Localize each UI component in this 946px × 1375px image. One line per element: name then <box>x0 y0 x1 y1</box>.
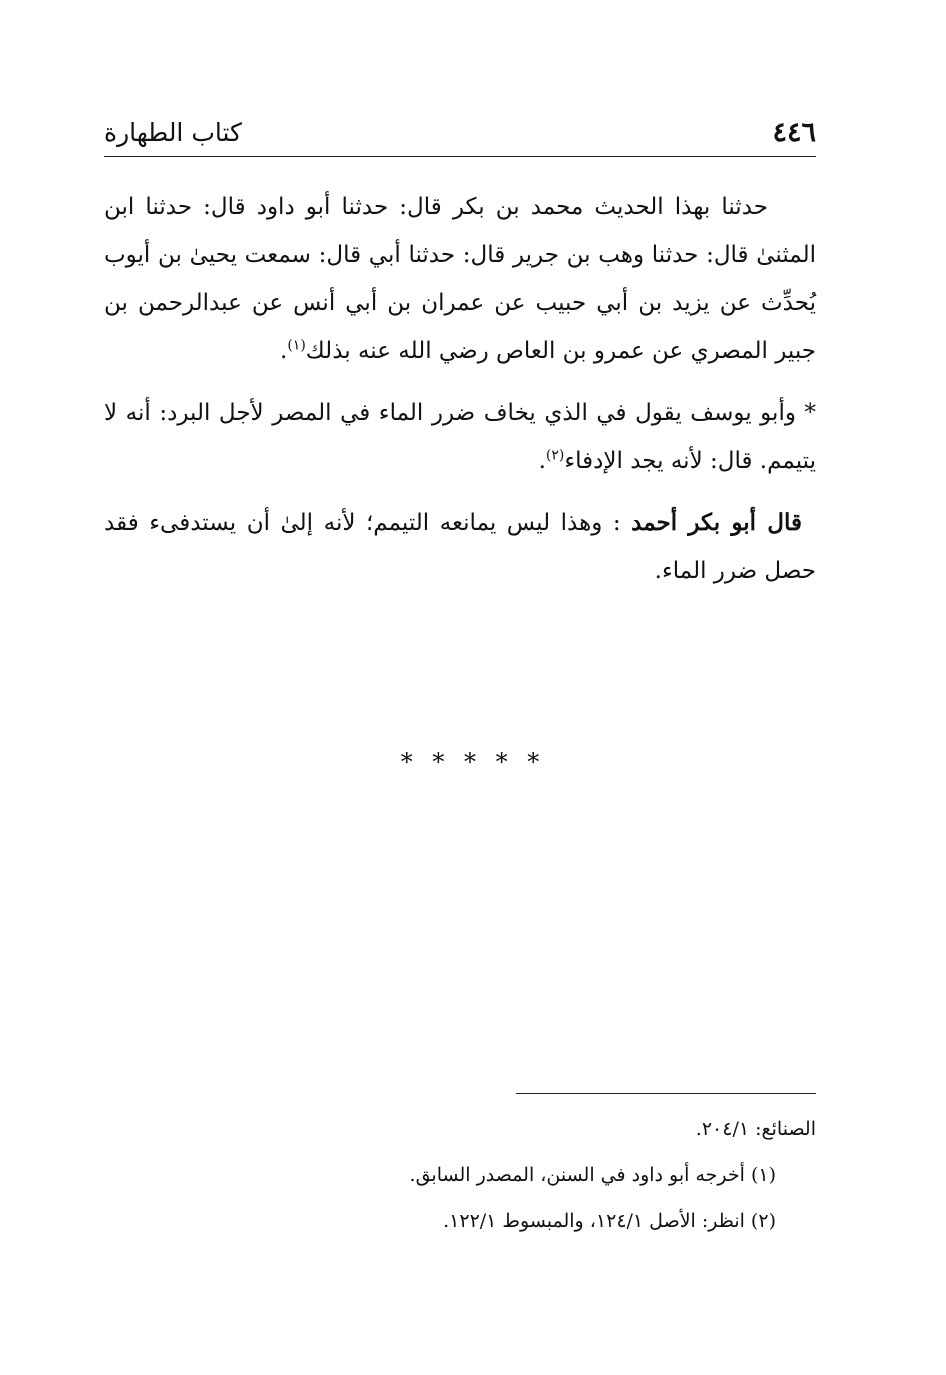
page-number: ٤٤٦ <box>772 117 816 148</box>
paragraph-abu-yusuf <box>104 389 816 485</box>
footnote-continuation: الصنائع: ٢٠٤/١. <box>695 1118 816 1140</box>
paragraph-abu-bakr-comment <box>104 499 816 595</box>
footnote-ref-1: (١) <box>287 337 306 354</box>
paragraph-1-end: . <box>280 338 288 364</box>
page-header <box>104 112 816 157</box>
paragraph-2-text: * وأبو يوسف يقول في الذي يخاف ضرر الماء في المصر لأجل البرد: أنه لا يتيمم. قال: لأنه يجد الإدفاء <box>104 400 816 474</box>
footnote-ref-2: (٢) <box>545 447 565 464</box>
paragraph-3-text: : وهذا ليس يمانعه التيمم؛ لأنه إلىٰ أن يستدفىء فقد حصل ضرر الماء. <box>104 510 816 584</box>
main-text <box>104 183 816 595</box>
footnote-2: (٢) انظر: الأصل ١٢٤/١، والمبسوط ١٢٢/١. <box>443 1210 776 1232</box>
footnotes-block <box>104 1106 816 1244</box>
section-separator-stars: * * * * * <box>400 748 546 776</box>
paragraph-hadith-chain <box>104 183 816 375</box>
speaker-name: قال أبو بكر أحمد <box>631 509 802 536</box>
footnote-1: (١) أخرجه أبو داود في السنن، المصدر السابق. <box>409 1164 776 1186</box>
footnote-divider <box>516 1093 816 1094</box>
paragraph-2-end: . <box>538 448 546 474</box>
running-title: كتاب الطهارة <box>104 118 242 147</box>
paragraph-1-text: حدثنا بهذا الحديث محمد بن بكر قال: حدثنا أبو داود قال: حدثنا ابن المثنىٰ قال: حدثنا وهب بن جرير قال: حدثنا أبي قال: سمعت يحيىٰ بن أيوب يُحدِّث عن يزيد بن أبي حبيب عن عمران بن أبي أنس عن عبدالرحمن بن جبير المصري عن عمرو بن العاص رضي الله عنه بذلك <box>104 194 816 364</box>
